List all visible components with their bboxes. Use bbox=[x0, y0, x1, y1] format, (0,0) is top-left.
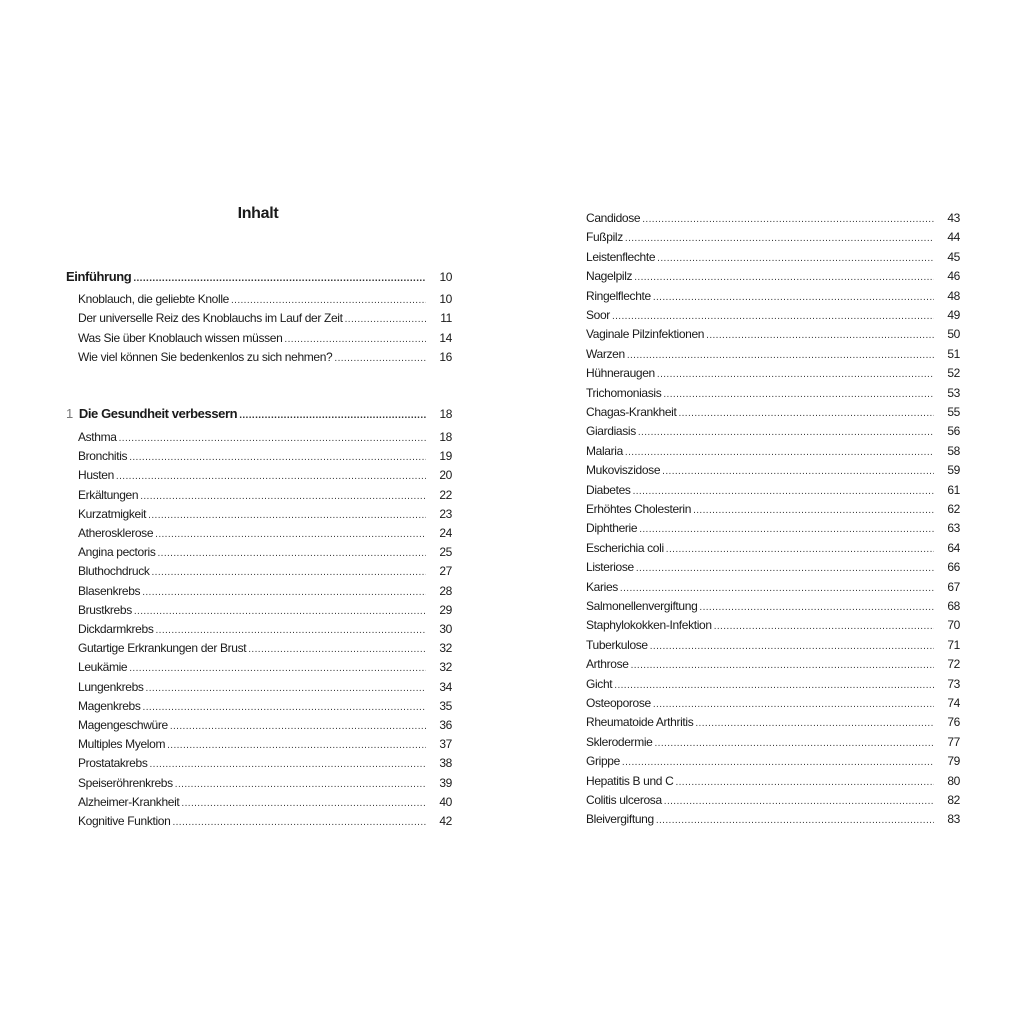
dot-leader bbox=[693, 501, 934, 520]
toc-entry-label: Multiples Myelom bbox=[78, 737, 166, 752]
toc-entry[interactable] bbox=[78, 754, 452, 773]
dot-leader bbox=[627, 346, 934, 365]
dot-leader bbox=[678, 404, 934, 423]
toc-entry-label: Salmonellenvergiftung bbox=[586, 599, 698, 613]
toc-entry[interactable] bbox=[78, 290, 452, 309]
dot-leader bbox=[119, 429, 426, 448]
toc-entry[interactable] bbox=[586, 500, 960, 519]
toc-entry[interactable] bbox=[78, 658, 452, 677]
toc-page-number: 77 bbox=[947, 734, 960, 749]
dot-leader bbox=[116, 467, 426, 486]
toc-entry-label: Vaginale Pilzinfektionen bbox=[586, 327, 705, 342]
toc-entry[interactable] bbox=[586, 558, 960, 577]
dot-leader bbox=[345, 310, 426, 329]
toc-entry-label: Colitis ulcerosa bbox=[586, 793, 662, 807]
toc-page-number: 72 bbox=[947, 657, 960, 672]
toc-entry[interactable] bbox=[78, 309, 452, 328]
toc-entry[interactable] bbox=[78, 735, 452, 754]
toc-entry[interactable] bbox=[586, 733, 960, 752]
dot-leader bbox=[175, 775, 426, 794]
toc-entry-label: Sklerodermie bbox=[586, 734, 653, 749]
toc-entry[interactable] bbox=[586, 384, 960, 403]
toc-entry-label: Bleivergiftung bbox=[586, 812, 654, 827]
dot-leader bbox=[134, 602, 426, 621]
toc-entry-label: Tuberkulose bbox=[586, 637, 648, 652]
dot-leader bbox=[172, 813, 426, 832]
dot-leader bbox=[631, 656, 934, 675]
toc-page-number: 20 bbox=[439, 468, 452, 483]
toc-entry-label: Trichomoniasis bbox=[586, 385, 662, 400]
toc-entry[interactable] bbox=[586, 539, 960, 558]
toc-entry-label: Giardiasis bbox=[586, 424, 636, 439]
toc-entry-label: Candidose bbox=[586, 211, 641, 225]
toc-entry-label: Kurzatmigkeit bbox=[78, 506, 147, 521]
toc-entry[interactable] bbox=[586, 616, 960, 635]
toc-entry-label: Malaria bbox=[586, 443, 623, 458]
dot-leader bbox=[155, 621, 426, 640]
toc-page-number: 58 bbox=[947, 443, 960, 458]
toc-entry-label: Asthma bbox=[78, 430, 117, 444]
toc-page-number: 82 bbox=[947, 793, 960, 807]
toc-entry-einfuehrung[interactable] bbox=[66, 267, 452, 286]
toc-entry[interactable] bbox=[586, 772, 960, 791]
toc-entry[interactable] bbox=[586, 442, 960, 461]
toc-page-number: 40 bbox=[439, 794, 452, 809]
toc-entry[interactable] bbox=[78, 505, 452, 524]
page-title: Inhalt bbox=[237, 205, 279, 222]
toc-entry-label: Diabetes bbox=[586, 482, 631, 497]
dot-leader bbox=[167, 736, 426, 755]
toc-entry-label: Angina pectoris bbox=[78, 545, 156, 560]
toc-page-number: 18 bbox=[439, 430, 452, 444]
toc-page-number: 29 bbox=[439, 602, 452, 617]
toc-entry-label: Erkältungen bbox=[78, 487, 139, 502]
toc-entry-label: Knoblauch, die geliebte Knolle bbox=[78, 292, 229, 306]
toc-entry[interactable] bbox=[78, 582, 452, 601]
toc-entry[interactable] bbox=[78, 466, 452, 485]
toc-entry-label: Fußpilz bbox=[586, 230, 623, 245]
toc-entry[interactable] bbox=[78, 348, 452, 367]
toc-entry-label: Chagas-Krankheit bbox=[586, 405, 677, 419]
toc-entry[interactable] bbox=[78, 562, 452, 581]
dot-leader bbox=[636, 559, 934, 578]
toc-page-number: 35 bbox=[439, 698, 452, 713]
dot-leader bbox=[655, 734, 935, 753]
toc-entry[interactable] bbox=[78, 447, 452, 466]
dot-leader bbox=[639, 520, 934, 539]
dot-leader bbox=[129, 659, 426, 678]
toc-entry-label: Mukoviszidose bbox=[586, 463, 661, 478]
toc-entry-label: Einführung bbox=[66, 269, 132, 284]
toc-entry[interactable] bbox=[78, 793, 452, 812]
dot-leader bbox=[657, 249, 934, 268]
dot-leader bbox=[140, 487, 426, 506]
toc-entry[interactable] bbox=[78, 428, 452, 447]
toc-entry-label: Erhöhtes Cholesterin bbox=[586, 502, 692, 516]
toc-page-number: 14 bbox=[439, 330, 452, 345]
toc-page-number: 28 bbox=[439, 583, 452, 598]
toc-page-number: 10 bbox=[439, 292, 452, 306]
toc-entry-label: Atherosklerose bbox=[78, 526, 154, 540]
toc-page-number: 38 bbox=[439, 756, 452, 771]
dot-leader bbox=[695, 714, 934, 733]
toc-page-number: 32 bbox=[439, 641, 452, 656]
toc-page-number: 55 bbox=[947, 405, 960, 419]
toc-page-number: 59 bbox=[947, 463, 960, 478]
dot-leader bbox=[231, 291, 426, 310]
toc-entry[interactable] bbox=[586, 228, 960, 247]
toc-entry[interactable] bbox=[586, 694, 960, 713]
toc-entry-label: Hühneraugen bbox=[586, 366, 655, 381]
dot-leader bbox=[157, 544, 426, 563]
toc-page-number: 80 bbox=[947, 773, 960, 788]
toc-page-number: 42 bbox=[439, 814, 452, 828]
dot-leader bbox=[706, 326, 934, 345]
toc-entry[interactable] bbox=[78, 620, 452, 639]
dot-leader bbox=[633, 482, 934, 501]
toc-page-number: 74 bbox=[947, 696, 960, 710]
toc-entry-label: Magenkrebs bbox=[78, 698, 141, 713]
dot-leader bbox=[642, 210, 934, 229]
dot-leader bbox=[170, 717, 426, 736]
toc-page-number: 36 bbox=[439, 718, 452, 732]
chapter-number: 1 bbox=[66, 406, 73, 421]
toc-entry-label: Magengeschwüre bbox=[78, 718, 168, 732]
toc-page-number: 79 bbox=[947, 754, 960, 769]
toc-page-number: 73 bbox=[947, 676, 960, 691]
dot-leader bbox=[664, 792, 934, 811]
dot-leader bbox=[663, 385, 934, 404]
dot-leader bbox=[149, 755, 426, 774]
toc-page-number: 24 bbox=[439, 526, 452, 540]
dot-leader bbox=[614, 676, 934, 695]
toc-page-number: 44 bbox=[947, 230, 960, 245]
dot-leader bbox=[284, 330, 426, 349]
dot-leader bbox=[155, 525, 426, 544]
toc-entry[interactable] bbox=[586, 655, 960, 674]
toc-page-number: 19 bbox=[439, 449, 452, 464]
toc-page-number: 64 bbox=[947, 540, 960, 555]
toc-page-number: 68 bbox=[947, 599, 960, 613]
dot-leader bbox=[638, 423, 934, 442]
dot-leader bbox=[656, 811, 934, 830]
dot-leader bbox=[714, 617, 934, 636]
toc-entry-label: Ringelflechte bbox=[586, 288, 651, 303]
toc-page-number: 70 bbox=[947, 618, 960, 633]
toc-entry-label: Leukämie bbox=[78, 660, 128, 675]
dot-leader bbox=[152, 563, 427, 582]
toc-page-number: 50 bbox=[947, 327, 960, 342]
toc-page-number: 66 bbox=[947, 560, 960, 575]
dot-leader bbox=[634, 268, 934, 287]
toc-page-number: 16 bbox=[439, 350, 452, 365]
toc-entry-label: Soor bbox=[586, 308, 610, 322]
toc-page-number: 76 bbox=[947, 715, 960, 730]
toc-entry[interactable] bbox=[586, 364, 960, 383]
toc-chapter-label bbox=[66, 404, 237, 423]
toc-page-number: 34 bbox=[439, 679, 452, 694]
toc-entry[interactable] bbox=[586, 325, 960, 344]
toc-entry-label: Leistenflechte bbox=[586, 249, 656, 264]
toc-entry-label: Bronchitis bbox=[78, 449, 128, 464]
toc-entry-label: Diphtherie bbox=[586, 521, 638, 536]
toc-page-number: 53 bbox=[947, 385, 960, 400]
dot-leader bbox=[622, 753, 934, 772]
toc-page-number: 46 bbox=[947, 269, 960, 284]
toc-entry[interactable] bbox=[78, 774, 452, 793]
toc-entry[interactable] bbox=[586, 345, 960, 364]
toc-page-number: 22 bbox=[439, 487, 452, 502]
toc-entry[interactable] bbox=[78, 639, 452, 658]
toc-entry-label: Kognitive Funktion bbox=[78, 814, 171, 828]
dot-leader bbox=[129, 448, 426, 467]
dot-leader bbox=[612, 307, 934, 326]
toc-page-number: 67 bbox=[947, 579, 960, 594]
toc-entry-label: Wie viel können Sie bedenkenlos zu sich nehmen? bbox=[78, 350, 333, 365]
toc-entry-label: Der universelle Reiz des Knoblauchs im Lauf der Zeit bbox=[78, 311, 343, 326]
dot-leader bbox=[657, 365, 934, 384]
toc-page-number: 23 bbox=[439, 506, 452, 521]
dot-leader bbox=[142, 583, 426, 602]
toc-entry-label: Karies bbox=[586, 579, 618, 594]
toc-entry-label: Arthrose bbox=[586, 657, 629, 672]
toc-entry-label: Bluthochdruck bbox=[78, 564, 150, 579]
toc-entry-label: Warzen bbox=[586, 346, 625, 361]
toc-entry[interactable] bbox=[586, 403, 960, 422]
toc-entry-label: Husten bbox=[78, 468, 114, 483]
toc-entry-label: Escherichia coli bbox=[586, 540, 664, 555]
toc-page-number: 83 bbox=[947, 812, 960, 827]
toc-entry-label: Prostatakrebs bbox=[78, 756, 148, 771]
dot-leader bbox=[146, 679, 426, 698]
toc-entry[interactable] bbox=[586, 481, 960, 500]
dot-leader bbox=[334, 349, 426, 368]
toc-page-number: 62 bbox=[947, 502, 960, 516]
toc-page-number: 30 bbox=[439, 622, 452, 636]
dot-leader bbox=[181, 794, 426, 813]
toc-entry[interactable] bbox=[586, 810, 960, 829]
toc-entry[interactable] bbox=[78, 329, 452, 348]
toc-page-number: 61 bbox=[947, 482, 960, 497]
toc-entry-label: Staphylokokken-Infektion bbox=[586, 618, 712, 633]
dot-leader bbox=[675, 773, 934, 792]
toc-page-number: 18 bbox=[439, 407, 452, 421]
toc-entry[interactable] bbox=[78, 543, 452, 562]
toc-page-number: 49 bbox=[947, 308, 960, 322]
toc-entry[interactable] bbox=[586, 675, 960, 694]
toc-page-number: 48 bbox=[947, 288, 960, 303]
toc-page-number: 71 bbox=[947, 637, 960, 652]
toc-page-number: 45 bbox=[947, 249, 960, 264]
dot-leader bbox=[625, 443, 934, 462]
toc-page-number: 39 bbox=[439, 775, 452, 790]
toc-page-number: 56 bbox=[947, 424, 960, 439]
toc-entry-label: Osteoporose bbox=[586, 696, 651, 710]
toc-entry-label: Speiseröhrenkrebs bbox=[78, 775, 173, 790]
toc-entry-label: Rheumatoide Arthritis bbox=[586, 715, 694, 730]
dot-leader bbox=[699, 598, 934, 617]
toc-entry-label: Brustkrebs bbox=[78, 602, 132, 617]
toc-page-number: 63 bbox=[947, 521, 960, 536]
toc-entry[interactable] bbox=[78, 678, 452, 697]
dot-leader bbox=[653, 695, 934, 714]
toc-entry[interactable] bbox=[586, 713, 960, 732]
toc-entry[interactable] bbox=[586, 519, 960, 538]
toc-entry-label: Hepatitis B und C bbox=[586, 773, 674, 788]
toc-entry[interactable] bbox=[586, 752, 960, 771]
toc-entry-label: Dickdarmkrebs bbox=[78, 622, 154, 636]
toc-entry[interactable] bbox=[586, 461, 960, 480]
toc-entry[interactable] bbox=[78, 601, 452, 620]
toc-entry[interactable] bbox=[586, 422, 960, 441]
dot-leader bbox=[248, 640, 426, 659]
toc-entry[interactable] bbox=[586, 248, 960, 267]
toc-page-number: 27 bbox=[439, 564, 452, 579]
toc-page-number: 32 bbox=[439, 660, 452, 675]
chapter-title: Die Gesundheit verbessern bbox=[78, 406, 238, 421]
dot-leader bbox=[143, 698, 426, 717]
toc-entry[interactable] bbox=[586, 306, 960, 325]
toc-entry[interactable] bbox=[78, 716, 452, 735]
toc-entry-label: Grippe bbox=[586, 754, 620, 769]
toc-chapter-1[interactable] bbox=[66, 404, 452, 423]
toc-page-number: 25 bbox=[439, 545, 452, 560]
toc-entry[interactable] bbox=[586, 209, 960, 228]
dot-leader bbox=[620, 579, 934, 598]
toc-entry[interactable] bbox=[586, 267, 960, 286]
dot-leader bbox=[653, 288, 934, 307]
toc-entry[interactable] bbox=[78, 486, 452, 505]
toc-entry[interactable] bbox=[586, 287, 960, 306]
dot-leader bbox=[239, 406, 426, 425]
dot-leader bbox=[133, 269, 426, 288]
toc-entry-label: Gutartige Erkrankungen der Brust bbox=[78, 641, 247, 656]
toc-entry[interactable] bbox=[586, 636, 960, 655]
dot-leader bbox=[662, 462, 934, 481]
dot-leader bbox=[625, 229, 934, 248]
toc-entry-label: Blasenkrebs bbox=[78, 583, 141, 598]
toc-page-number: 11 bbox=[440, 311, 452, 326]
toc-page-number: 52 bbox=[947, 366, 960, 381]
toc-entry[interactable] bbox=[78, 524, 452, 543]
dot-leader bbox=[148, 506, 426, 525]
toc-entry-label: Lungenkrebs bbox=[78, 679, 144, 694]
toc-entry-label: Nagelpilz bbox=[586, 269, 633, 284]
dot-leader bbox=[650, 637, 934, 656]
toc-entry[interactable] bbox=[586, 597, 960, 616]
toc-entry[interactable] bbox=[78, 812, 452, 831]
toc-entry-label: Alzheimer-Krankheit bbox=[78, 794, 180, 809]
toc-entry[interactable] bbox=[78, 697, 452, 716]
toc-page-number: 51 bbox=[947, 346, 960, 361]
toc-page-number: 43 bbox=[947, 211, 960, 225]
toc-entry[interactable] bbox=[586, 791, 960, 810]
toc-page-number: 10 bbox=[439, 270, 452, 284]
toc-page-number: 37 bbox=[439, 737, 452, 752]
toc-entry-label: Gicht bbox=[586, 676, 613, 691]
dot-leader bbox=[666, 540, 934, 559]
toc-entry-label: Listeriose bbox=[586, 560, 634, 575]
toc-entry[interactable] bbox=[586, 578, 960, 597]
toc-entry-label: Was Sie über Knoblauch wissen müssen bbox=[78, 330, 283, 345]
